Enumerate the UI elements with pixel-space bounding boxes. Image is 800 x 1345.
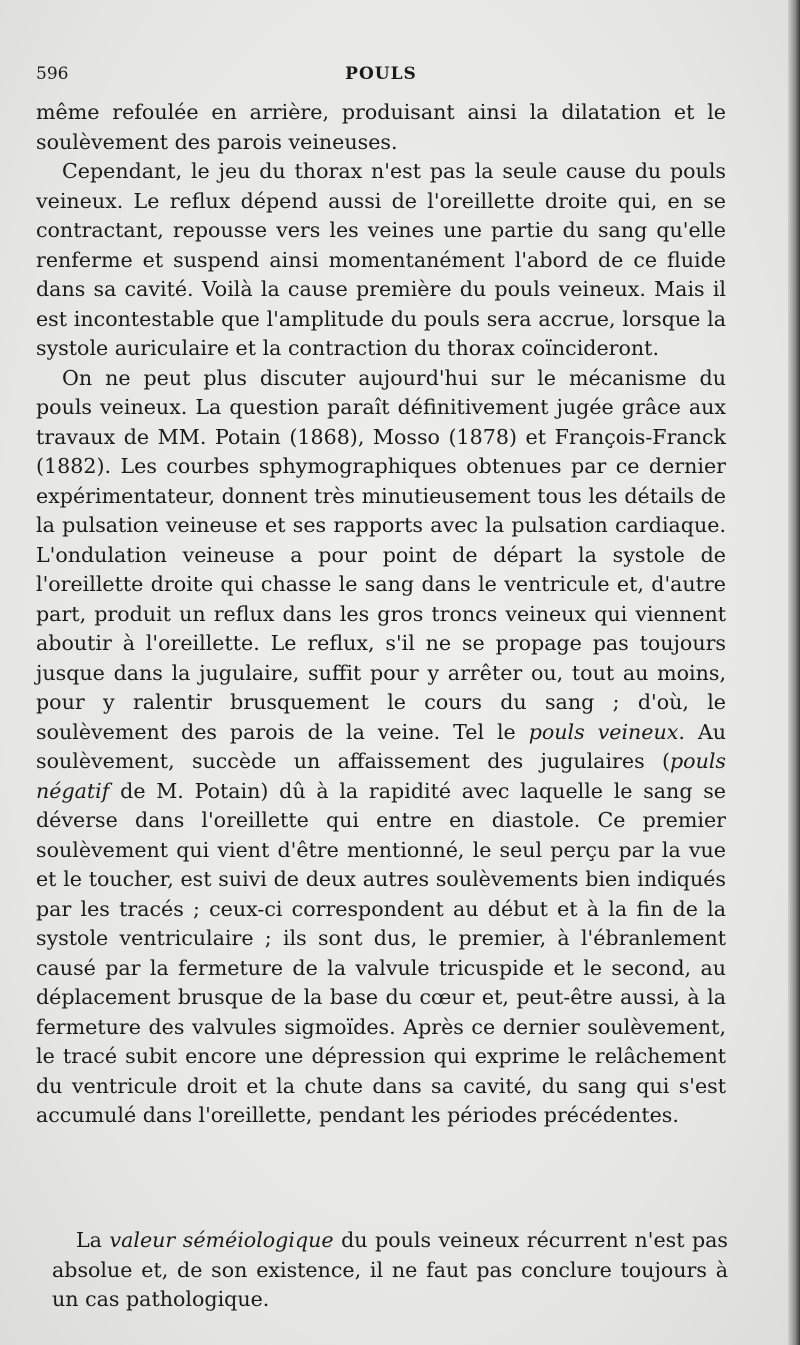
paragraph-2: Cependant, le jeu du thorax n'est pas la seule cause du pouls veineux. Le reflux dépend aussi de l'oreillette droite qui, en se contractant, repousse vers les veines une partie du sang qu'elle renferme et suspend ainsi momentanément l'abord de ce fluide dans sa cavité. Voilà la cause première du pouls veineux. Mais il est incontestable que l'amplitude du pouls sera accrue, lorsque la systole auriculaire et la contraction du thorax coïncideront.: [36, 159, 726, 360]
italic-term-valeur-semeiologique: valeur séméiologique: [109, 1228, 334, 1252]
paragraph-1: même refoulée en arrière, produisant ainsi la dilatation et le soulèvement des parois veineuses.: [36, 100, 726, 154]
paragraph-3-text-c: de M. Potain) dû à la rapidité avec laquelle le sang se déverse dans l'oreillette qui entre en diastole. Ce premier soulèvement qui vient d'être mentionné, le seul perçu par la vue et le toucher, est suivi de deux autres soulèvements bien indiqués par les tracés ; ceux-ci correspondent au début et à la fin de la systole ventriculaire ; ils sont dus, le premier, à l'ébranlement causé par la fermeture de la valvule tricuspide et le second, au déplacement brusque de la base du cœur et, peut-être aussi, à la fermeture des valvules sigmoïdes. Après ce dernier soulèvement, le tracé subit encore une dépression qui exprime le relâchement du ventricule droit et la chute dans sa cavité, du sang qui s'est accumulé dans l'oreillette, pendant les périodes précédentes.: [36, 778, 726, 1127]
page-number: 596: [36, 64, 69, 84]
italic-term-pouls-negatif: pouls négatif: [36, 749, 726, 803]
italic-term-pouls-veineux: pouls veineux: [528, 719, 679, 744]
page-binding-edge: [788, 0, 800, 1345]
page-header: [36, 64, 726, 88]
final-paragraph: [52, 1226, 728, 1315]
paragraph-3-text-b: . Au soulèvement, succède un affaissement des jugulaires (: [36, 719, 726, 773]
final-text-a: La: [76, 1228, 110, 1252]
paragraph-3-text-a: On ne peut plus discuter aujourd'hui sur le mécanisme du pouls veineux. La question paraît définitivement jugée grâce aux travaux de MM. Potain (1868), Mosso (1878) et François-Franck (1882). Les courbes sphymographiques obtenues par ce dernier expérimentateur, donnent très minutieusement tous les détails de la pulsation veineuse et ses rapports avec la pulsation cardiaque. L'ondulation veineuse a pour point de départ la systole de l'oreillette droite qui chasse le sang dans le ventricule et, d'autre part, produit un reflux dans les gros troncs veineux qui viennent aboutir à l'oreillette. Le reflux, s'il ne se propage pas toujours jusque dans la jugulaire, suffit pour y arrêter ou, tout au moins, pour y ralentir brusquement le cours du sang ; d'où, le soulèvement des parois de la veine. Tel le: [36, 365, 726, 744]
running-title: POULS: [345, 64, 417, 84]
paragraph-3: [36, 364, 726, 1131]
body-text: [36, 98, 726, 1131]
final-text-b: du pouls veineux récurrent n'est pas absolue et, de son existence, il ne faut pas conclure toujours à un cas pathologique.: [52, 1228, 728, 1311]
